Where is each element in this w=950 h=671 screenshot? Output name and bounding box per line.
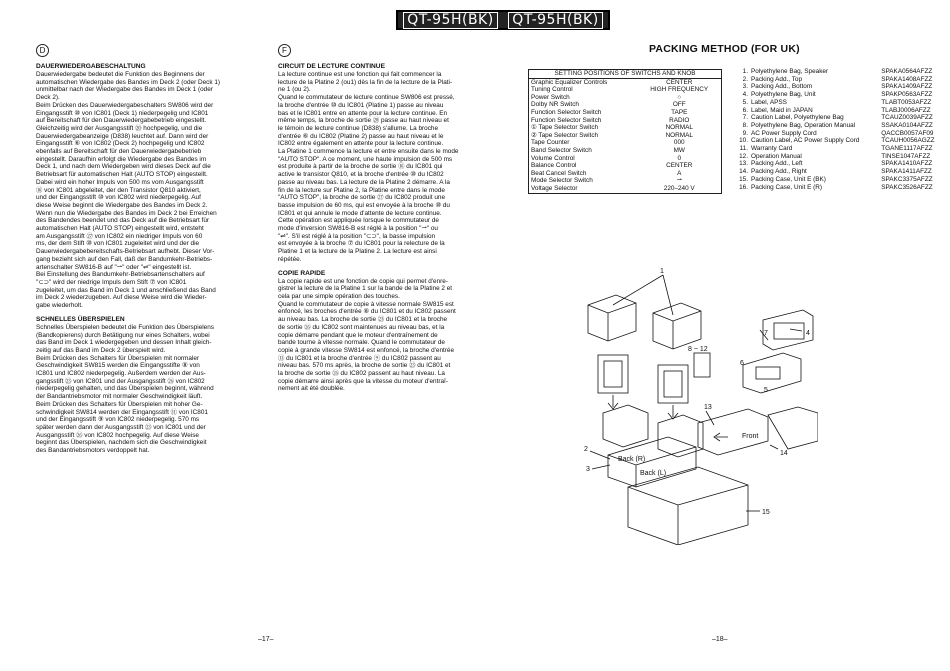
- part-number: 7.: [742, 114, 748, 122]
- part-number: 9.: [742, 129, 748, 137]
- text-line: enfoncé, les broches d'entrée ⑧ du IC801 et du IC802 passent: [278, 308, 456, 316]
- text-line: am Ausgangsstift ㉗ von IC802 ein niedriger Impuls von 60: [36, 232, 203, 240]
- text-line: artenschalter SW816-B auf "⇀" oder "⇌" eingestellt ist.: [36, 263, 192, 271]
- part-number: 15.: [739, 175, 748, 183]
- settings-row: [529, 124, 721, 132]
- text-line: copie démarre ainsi après que la vitesse du moteur d'entraî-: [278, 377, 448, 385]
- text-line: ⑪ du IC801 et la broche d'entrée ⑨ du IC802 passent au: [278, 354, 441, 362]
- setting-value: A: [677, 169, 682, 177]
- text-line: Betriebsart für automatischen Halt (AUTO STOP) eingestellt.: [36, 171, 208, 179]
- part-number: 11.: [739, 145, 748, 153]
- text-line: La lecture continue est une fonction qui fait commencer la: [278, 71, 442, 78]
- german-column: [36, 63, 266, 455]
- part-number: 2.: [742, 75, 748, 83]
- setting-value: ○: [677, 93, 682, 101]
- part-code: SPAKP0563AFZZ: [881, 91, 933, 99]
- text-line: la broche de sortie ㉖ du IC802 passent au haut niveau. La: [278, 370, 445, 378]
- part-description: Operation Manual: [751, 152, 802, 160]
- text-line: ebenfalls auf Bereitschaft für den Dauerwiedergabebetrieb: [36, 148, 202, 156]
- part-description: AC Power Supply Cord: [751, 129, 817, 137]
- text-line: copie démarre pendant que le moteur d'entraînement de: [278, 331, 438, 339]
- part-code: SPAKA1409AFZZ: [881, 83, 933, 91]
- text-line: (Bandkopierens) durch Betätigung nur eines Schalters, wobei: [36, 331, 210, 339]
- text-line: la broche d'entrée ⑩ du IC801 (Platine 1) passe au niveau: [278, 101, 444, 109]
- parts-row: [734, 130, 944, 138]
- part-number: 8.: [742, 121, 748, 129]
- text-line: même temps, la broche de sortie ⑳ passe au haut niveau et: [278, 117, 449, 125]
- settings-row: [529, 117, 721, 125]
- diagram-label: 4: [806, 330, 810, 337]
- text-line: beginnt das Überspielen, nachdem sich die Geschwindigkeit: [36, 439, 207, 447]
- text-line: Dauerwiedergabe bedeutet die Funktion des Beginnens der: [36, 71, 205, 78]
- diagram-label: 15: [762, 509, 770, 516]
- text-line: gangsstift ㉓ von IC801 und der Ausgangsstift ㉖ von IC802: [36, 377, 205, 385]
- parts-row: [734, 76, 944, 84]
- part-description: Packing Add., Right: [751, 168, 807, 176]
- diagram-label: 1: [660, 268, 664, 275]
- diagram-label: 7: [764, 330, 768, 337]
- text-line: ⑯ von IC801 abgeleitet, der den Transistor Q810 aktiviert,: [36, 186, 201, 194]
- part-description: Polyethylene Bag, Speaker: [751, 68, 829, 75]
- diagram-label: Back (L): [640, 470, 667, 477]
- part-description: Packing Add., Left: [751, 160, 803, 168]
- part-code: QACCB0057AF09: [881, 129, 934, 137]
- part-code: TCAUZ0039AFZZ: [881, 114, 933, 122]
- text-line: eingestellt. Daraufhin erfolgt die Wiedergabe des Bandes im: [36, 155, 207, 163]
- section-heading: SCHNELLES ÜBERSPIELEN: [36, 315, 125, 323]
- settings-row: [529, 147, 721, 155]
- text-line: "AUTO STOP", la broche de sortie ㉗ du IC802 produit une: [278, 194, 445, 202]
- section-body: [36, 71, 266, 310]
- text-line: Gleichzeitig wird der Ausgangsstift ⑳ hochpegelig, und die: [36, 124, 203, 132]
- text-line: Platine 1 et la lecture de la Platine 2. La lecture est ainsi: [278, 248, 437, 256]
- text-line: niveau bas. 570 ms après, la broche de sortie ㉓ du IC801 et: [278, 362, 451, 370]
- part-code: SPAKA0564AFZZ: [881, 68, 933, 75]
- section-heading: CIRCUIT DE LECTURE CONTINUE: [278, 63, 385, 70]
- text-line: gang bezieht sich auf den Fall, daß der Bandumkehr-Betriebs-: [36, 255, 213, 263]
- parts-row: [734, 145, 944, 153]
- text-line: Beim Drücken des Schalters für Überspielen mit hoher Ge-: [36, 400, 203, 408]
- text-line: mode d'inversion SW816-B est réglé à la position "⇀" ou: [278, 225, 438, 233]
- text-line: Deck 1, und nach dem Wiedergeben wird dieses Deck auf die: [36, 163, 211, 171]
- settings-row: [529, 101, 721, 109]
- text-line: bas et le IC801 entre en attente pour la lecture continue. En: [278, 109, 448, 117]
- setting-value: RADIO: [669, 116, 690, 124]
- part-description: Label, APSS: [751, 98, 787, 106]
- text-line: Quand le commutateur de lecture continue SW806 est pressé,: [278, 94, 455, 102]
- diagram-label: 5: [764, 387, 768, 394]
- text-line: cela par une simple opération des touches.: [278, 292, 400, 300]
- part-description: Caution Label, Polyethylene Bag: [751, 114, 844, 122]
- text-line: schwindigkeit SW814 werden der Eingangsstift ⑪ von IC801: [36, 408, 208, 416]
- settings-row: [529, 94, 721, 102]
- setting-name: ② Tape Selector Switch: [531, 131, 599, 139]
- setting-name: Power Switch: [531, 93, 570, 101]
- parts-row: [734, 160, 944, 168]
- settings-row: [529, 155, 721, 163]
- parts-row: [734, 107, 944, 115]
- section-heading: COPIE RAPIDE: [278, 269, 326, 277]
- parts-row: [734, 68, 944, 76]
- text-line: unmittelbar nach der Wiedergabe des Bandes im Deck 1 (oder: [36, 86, 213, 94]
- text-line: Beim Drücken des Dauerwiedergabeschalters SW806 wird der: [36, 101, 214, 109]
- setting-name: Dolby NR Switch: [531, 101, 579, 109]
- text-line: Deck 2).: [36, 94, 60, 102]
- text-line: später werden dann der Ausgangsstift ㉓ von IC801 und der: [36, 423, 206, 431]
- text-line: Eingangsstift ⑥ von IC802 (Deck 2) hochpegelig und IC802: [36, 140, 205, 148]
- french-column: [278, 63, 503, 393]
- text-line: niederpegelig gehalten, und das Überspielen beginnt, während: [36, 385, 214, 393]
- part-code: TCAUH0056AGZZ: [881, 137, 935, 145]
- text-line: copie à grande vitesse SW814 est enfoncé, la broche d'entrée: [278, 346, 455, 354]
- text-line: diese Weise beginnt die Wiedergabe des Bandes im Deck 2.: [36, 201, 208, 209]
- text-line: Bei Einstellung des Bandumkehr-Betriebsartenschalters auf: [36, 271, 205, 279]
- setting-name: Band Selector Switch: [531, 146, 592, 154]
- setting-value: TAPE: [671, 108, 688, 116]
- parts-row: [734, 184, 944, 192]
- part-code: SSAKA0104AFZZ: [881, 121, 933, 129]
- text-line: das Band im Deck 1 wiedergegeben und dessen Inhalt gleich-: [36, 339, 212, 347]
- setting-name: Volume Control: [531, 154, 575, 162]
- text-line: Dabei wird ein hoher Impuls von 500 ms vom Ausgangsstift: [36, 178, 204, 186]
- text-line: im Deck 2 wiederzugeben. Auf diese Weise wird die Wieder-: [36, 294, 207, 302]
- unit-shape: [743, 353, 801, 393]
- part-description: Packing Add., Top: [751, 75, 803, 83]
- part-number: 6.: [742, 106, 748, 114]
- setting-name: Function Selector Switch: [531, 108, 602, 116]
- part-number: 5.: [742, 98, 748, 106]
- setting-value: CENTER: [666, 78, 693, 86]
- diagram-label: 14: [780, 450, 788, 457]
- part-description: Label, Maid in JAPAN: [751, 106, 813, 114]
- parts-row: [734, 114, 944, 122]
- part-code: TGANE1117AFZZ: [881, 145, 933, 153]
- text-line: Eingangsstift ⑩ von IC801 (Deck 1) niederpegelig und IC801: [36, 109, 209, 117]
- page-number: –18–: [712, 636, 728, 643]
- section-marker-f: F: [278, 44, 291, 57]
- text-line: répétée.: [278, 255, 302, 263]
- part-code: TINSE1047AFZZ: [881, 152, 931, 160]
- part-description: Packing Case, Unit E (R): [751, 183, 823, 191]
- setting-value: NORMAL: [665, 131, 693, 139]
- text-line: Dauerwiedergabebereitschafts-Betriebsart aufhebt. Dieser Vor-: [36, 248, 215, 256]
- part-code: SPAKA1408AFZZ: [881, 75, 933, 83]
- text-line: d'entrée ⑥ du IC802 (Platine 2) passe au haut niveau et le: [278, 132, 444, 140]
- part-description: Packing Case, Unit E (BK): [751, 175, 826, 183]
- setting-name: ① Tape Selector Switch: [531, 124, 599, 132]
- text-line: gistrer la lecture de la Platine 1 sur la bande de la Platine 2 et: [278, 285, 453, 293]
- packing-case-shape: [628, 467, 748, 545]
- text-line: IC802 entre également en attente pour la lecture continue.: [278, 140, 444, 148]
- setting-name: Balance Control: [531, 162, 577, 170]
- part-code: SPAKA1410AFZZ: [881, 160, 933, 168]
- text-line: Quand le commutateur de copie à vitesse normale SW815 est: [278, 300, 454, 308]
- setting-name: Voltage Selector: [531, 184, 578, 192]
- section-marker-d: D: [36, 44, 49, 57]
- settings-row: [529, 185, 721, 193]
- text-line: bande tourne à vitesse normale. Quand le commutateur de: [278, 339, 445, 347]
- part-code: TLABJ0006AFZZ: [881, 106, 931, 114]
- page-number: –17–: [258, 636, 274, 643]
- setting-value: CENTER: [666, 162, 693, 170]
- text-line: automatischen Wiedergabe des Bandes im Deck 2 (oder Deck 1): [36, 78, 220, 86]
- setting-value: HIGH FREQUENCY: [650, 86, 709, 94]
- part-code: SPAKC3375AFZZ: [881, 175, 933, 183]
- settings-row: [529, 78, 721, 86]
- text-line: "AUTO STOP". A ce moment, une haute impulsion de 500 ms: [278, 155, 453, 163]
- diagram-label: 3: [586, 466, 590, 473]
- setting-name: Beat Cancel Switch: [531, 169, 587, 177]
- parts-row: [734, 122, 944, 130]
- text-line: Dauerwiedergabeanzeige (D838) leuchtet auf. Dann wird der: [36, 132, 209, 140]
- text-line: basse impulsion de 60 ms, qui est envoyée à la broche ⑩ du: [278, 201, 450, 209]
- part-description: Polyethylene Bag, Unit: [751, 91, 816, 99]
- part-number: 16.: [739, 183, 748, 191]
- setting-name: Function Selector Switch: [531, 116, 602, 124]
- part-description: Packing Add., Bottom: [751, 83, 813, 91]
- part-description: Polyethylene Bag, Operation Manual: [751, 121, 856, 129]
- setting-value: OFF: [672, 101, 686, 109]
- text-line: La copie rapide est une fonction de copie qui permet d'enre-: [278, 277, 448, 285]
- text-line: fin de la lecture sur Platine 2, la Platine entre dans le mode: [278, 186, 445, 194]
- text-line: der Bandantriebsmotor mit normaler Geschwindigkeit läuft.: [36, 393, 203, 401]
- settings-row: [529, 86, 721, 94]
- text-line: nement ait été doublée.: [278, 385, 345, 393]
- parts-row: [734, 91, 944, 99]
- text-line: "⇌". S'il est réglé à la position "⊂⊃", la basse impulsion: [278, 232, 436, 240]
- speaker-bag-shape: [588, 295, 636, 341]
- parts-row: [734, 83, 944, 91]
- model-label: QT-95H(BK): [508, 12, 602, 29]
- settings-row: [529, 132, 721, 140]
- text-line: est envoyée à la broche ⑦ du IC801 pour la relecture de la: [278, 240, 445, 248]
- setting-value: 220–240 V: [663, 184, 695, 192]
- packing-title: PACKING METHOD (FOR UK): [649, 43, 800, 55]
- setting-value: ⇀: [676, 177, 682, 185]
- text-line: Geschwindigkeit SW815 werden die Eingangsstifte ⑧ von: [36, 362, 200, 370]
- text-line: zugeleitet, um das Band im Deck 1 und anschließend das Band: [36, 286, 216, 294]
- text-line: des Bandantriebsmotors verdoppelt hat.: [36, 447, 150, 455]
- text-line: Ausgangsstift ㉖ von IC802 hochpegelig. Auf diese Weise: [36, 431, 199, 439]
- text-line: Cette opération est appliquée lorsque le commutateur de: [278, 217, 439, 225]
- text-line: gabe wiederholt.: [36, 302, 83, 310]
- text-line: zeitig auf das Band im Deck 2 überspielt wird.: [36, 346, 166, 354]
- text-line: est produite à partir de la broche de sortie ⑯ du IC801 qui: [278, 163, 443, 171]
- setting-value: NORMAL: [665, 124, 693, 132]
- part-code: TLABT0053AFZZ: [881, 98, 932, 106]
- settings-row: [529, 170, 721, 178]
- part-number: 14.: [739, 168, 748, 176]
- text-line: au niveau bas. La broche de sortie ㉓ du IC801 et la broche: [278, 316, 448, 324]
- text-line: des Bandendes beendet und das Deck auf die Betriebsart für: [36, 217, 210, 225]
- text-line: IC801 und IC802 niederpegelig. Außerdem werden der Aus-: [36, 370, 206, 378]
- text-line: ne 1 (ou 2).: [278, 86, 311, 94]
- part-number: 1.: [742, 68, 748, 75]
- section-heading: DAUERWIEDERGABESCHALTUNG: [36, 63, 146, 70]
- section-body: [278, 71, 503, 264]
- text-line: und der Eingangsstift ⑩ von IC802 wird niederpegelig. Auf: [36, 194, 201, 202]
- setting-name: Tuning Control: [531, 86, 573, 94]
- parts-list: [734, 68, 944, 191]
- text-line: ms, der dem Stift ⑩ von IC801 zugeleitet wird und der die: [36, 240, 200, 248]
- part-number: 10.: [739, 137, 748, 145]
- settings-row: [529, 139, 721, 147]
- text-line: "⊂⊃" wird der niedrige Impuls dem Stift ⑦ von IC801: [36, 278, 187, 286]
- section-body: [278, 278, 503, 394]
- settings-row: [529, 162, 721, 170]
- settings-row: [529, 177, 721, 185]
- diagram-label: Front: [742, 433, 759, 440]
- text-line: passe au niveau bas. La lecture de la Platine 2 démarre. A la: [278, 178, 450, 186]
- text-line: La Platine 1 commence la lecture et entre ensuite dans le mode: [278, 148, 459, 156]
- parts-row: [734, 99, 944, 107]
- part-number: 13.: [739, 160, 748, 168]
- parts-row: [734, 168, 944, 176]
- setting-value: 000: [673, 139, 685, 147]
- diagram-label: 8 ~ 12: [688, 346, 708, 353]
- text-line: Beim Drücken des Schalters für Überspielen mit normaler: [36, 354, 200, 362]
- part-code: SPAKC3526AFZZ: [881, 183, 933, 191]
- text-line: auf Bereitschaft für den Dauerwiedergabebetrieb eingestellt.: [36, 117, 207, 125]
- text-line: Wenn nun die Wiedergabe des Bandes im Deck 2 bei Erreichen: [36, 209, 217, 217]
- part-description: Warranty Card: [751, 145, 793, 153]
- setting-value: 0: [677, 154, 682, 162]
- parts-row: [734, 137, 944, 145]
- parts-row: [734, 153, 944, 161]
- diagram-label: Back (R): [618, 456, 646, 463]
- text-line: IC801 et qui annule le mode d'attente de lecture continue.: [278, 209, 442, 217]
- speaker-bag-shape: [653, 303, 701, 349]
- text-line: Schnelles Überspielen bedeutet die Funktion des Überspielens: [36, 323, 214, 331]
- text-line: automatischen Halt (AUTO STOP) eingestellt wird, entsteht: [36, 225, 204, 233]
- settings-header: SETTING POSITIONS OF SWITCHS AND KNOB: [529, 70, 721, 78]
- model-label: QT-95H(BK): [403, 12, 497, 29]
- parts-row: [734, 176, 944, 184]
- text-line: und der Eingangsstift ⑨ von IC802 niederpegelig. 570 ms: [36, 416, 200, 424]
- text-line: de sortie ㉖ du IC802 sont maintenues au niveau bas, et la: [278, 323, 445, 331]
- model-banner: [396, 10, 610, 30]
- setting-name: Tape Counter: [531, 139, 570, 147]
- part-number: 12.: [739, 152, 748, 160]
- setting-name: Mode Selector Switch: [531, 177, 593, 185]
- part-code: SPAKA1411AFZZ: [881, 168, 932, 176]
- part-description: Caution Label, AC Power Supply Cord: [751, 137, 860, 145]
- setting-name: Graphic Equalizer Controls: [531, 78, 608, 86]
- text-line: le témoin de lecture continue (D838) s'allume. La broche: [278, 124, 439, 132]
- part-number: 3.: [742, 83, 748, 91]
- packing-diagram: [528, 265, 818, 545]
- setting-value: MW: [673, 146, 685, 154]
- diagram-label: 2: [584, 446, 588, 453]
- settings-row: [529, 109, 721, 117]
- settings-table: [528, 69, 722, 194]
- text-line: active le transistor Q810, et la broche d'entrée ⑩ du IC802: [278, 171, 444, 179]
- part-number: 4.: [742, 91, 748, 99]
- section-body: [36, 324, 266, 455]
- diagram-label: 13: [704, 404, 712, 411]
- text-line: lecture de la Platine 2 (ou1) dès la fin de la lecture de la Plati-: [278, 78, 453, 86]
- diagram-label: 6: [740, 360, 744, 367]
